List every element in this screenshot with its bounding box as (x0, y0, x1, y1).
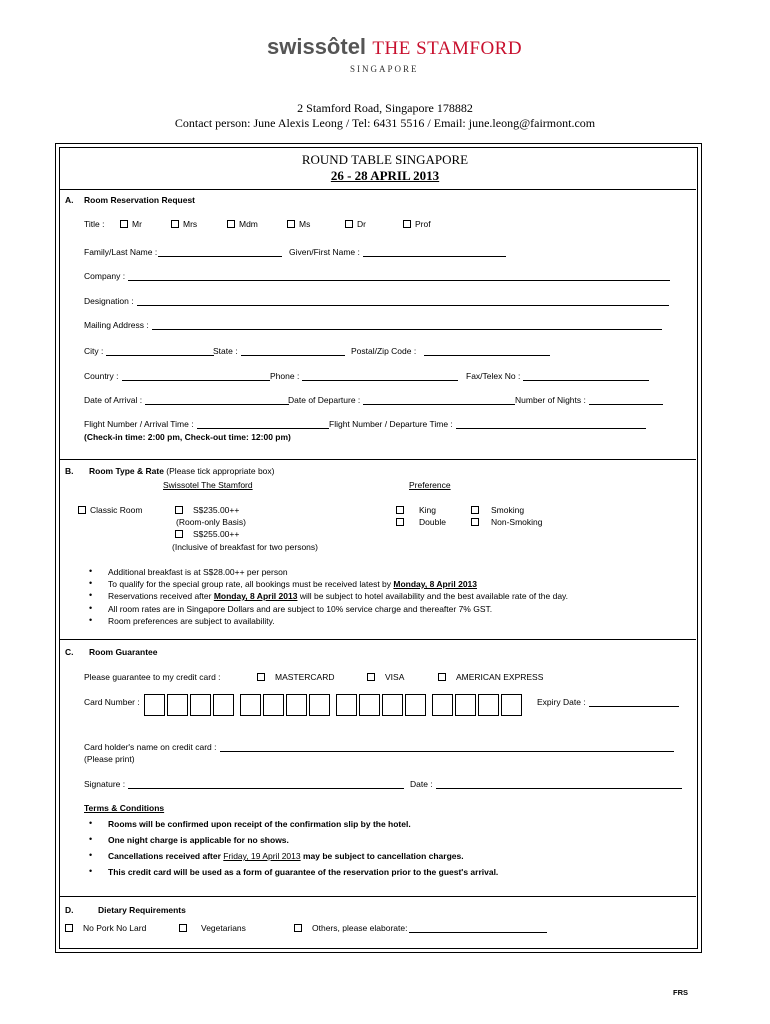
family-name-row (84, 247, 282, 257)
company-label: Company : (84, 271, 126, 281)
label-mrs: Mrs (183, 219, 198, 229)
section-d-title: Dietary Requirements (98, 905, 186, 915)
label-mdm: Mdm (239, 219, 258, 229)
note-after (108, 591, 568, 601)
rate2-option[interactable] (175, 529, 239, 539)
card-digit-cell[interactable] (455, 694, 476, 716)
expiry-label: Expiry Date : (537, 697, 586, 707)
fax-field[interactable] (523, 371, 649, 381)
non-smoking-label: Non-Smoking (491, 517, 543, 527)
checkbox-others[interactable] (294, 924, 302, 932)
vegetarian-label: Vegetarians (201, 923, 246, 933)
checkbox-prof[interactable] (403, 220, 411, 228)
given-name-row (289, 247, 506, 257)
divider-c (59, 639, 696, 640)
others-label: Others, please elaborate: (312, 923, 408, 933)
company-row (84, 271, 670, 281)
section-c-letter: C. (65, 647, 74, 657)
bullet-dot: • (89, 578, 93, 588)
checkbox-visa[interactable] (367, 673, 375, 681)
checkbox-mdm[interactable] (227, 220, 235, 228)
expiry-row (537, 697, 679, 707)
arrival-field[interactable] (145, 395, 289, 405)
title-mdm[interactable] (227, 219, 258, 229)
country-field[interactable] (122, 371, 270, 381)
label-ms: Ms (299, 219, 311, 229)
guarantee-label: Please guarantee to my credit card : (84, 672, 221, 682)
fax-label: Fax/Telex No : (466, 371, 521, 381)
flight-arr-field[interactable] (197, 419, 329, 429)
preference-heading: Preference (409, 480, 451, 490)
visa-option[interactable] (367, 672, 404, 682)
checkbox-rate1[interactable] (175, 506, 183, 514)
card-number-group-3[interactable] (336, 694, 428, 716)
checkbox-classic-room[interactable] (78, 506, 86, 514)
flight-arr-label: Flight Number / Arrival Time : (84, 419, 194, 429)
section-a-letter: A. (65, 195, 74, 205)
logo-swiss: swissôtel (267, 34, 367, 59)
non-smoking-option[interactable] (471, 517, 543, 527)
designation-label: Designation : (84, 296, 134, 306)
checkbox-vegetarian[interactable] (179, 924, 187, 932)
mailing-field[interactable] (152, 320, 662, 330)
others-field[interactable] (409, 923, 547, 933)
card-digit-cell[interactable] (359, 694, 380, 716)
state-row (213, 346, 345, 356)
bullet-dot: • (89, 866, 93, 876)
postal-label: Postal/Zip Code : (351, 346, 417, 356)
note-after-rest: will be subject to hotel availability and the best available rate of the day. (297, 591, 569, 601)
title-mr[interactable] (120, 219, 142, 229)
card-digit-cell[interactable] (213, 694, 234, 716)
designation-row (84, 296, 669, 306)
card-digit-cell[interactable] (263, 694, 284, 716)
city-row (84, 346, 214, 356)
card-number-group-2[interactable] (240, 694, 332, 716)
label-mr: Mr (132, 219, 142, 229)
expiry-field[interactable] (589, 697, 679, 707)
signature-label: Signature : (84, 779, 126, 789)
card-number-group-4[interactable] (432, 694, 524, 716)
diet-no-pork[interactable] (65, 923, 146, 933)
nights-label: Number of Nights : (515, 395, 586, 405)
checkbox-no-pork[interactable] (65, 924, 73, 932)
smoking-label: Smoking (491, 505, 525, 515)
checkbox-non-smoking[interactable] (471, 518, 479, 526)
postal-field[interactable] (424, 346, 550, 356)
bullet-dot: • (89, 850, 93, 860)
departure-field[interactable] (363, 395, 515, 405)
city-field[interactable] (106, 346, 214, 356)
section-b-title-bold: Room Type & Rate (89, 466, 164, 476)
state-field[interactable] (241, 346, 345, 356)
date-field[interactable] (436, 779, 682, 789)
note-deadline-date: Monday, 8 April 2013 (393, 579, 478, 589)
checkbox-ms[interactable] (287, 220, 295, 228)
checkbox-mrs[interactable] (171, 220, 179, 228)
term-guarantee: This credit card will be used as a form of guarantee of the reservation prior to the guest's arrival. (108, 867, 499, 877)
checkbox-double[interactable] (396, 518, 404, 526)
term-cancellation-text: Cancellations received after (108, 851, 224, 861)
card-digit-cell[interactable] (405, 694, 426, 716)
title-mrs[interactable] (171, 219, 197, 229)
designation-field[interactable] (137, 296, 669, 306)
bullet-dot: • (89, 818, 93, 828)
card-digit-cell[interactable] (286, 694, 307, 716)
section-b-title (89, 466, 275, 476)
family-name-field[interactable] (158, 247, 282, 257)
card-digit-cell[interactable] (336, 694, 357, 716)
amex-option[interactable] (438, 672, 543, 682)
hotel-name: Swissotel The Stamford (163, 480, 253, 490)
note-deadline-text: To qualify for the special group rate, all bookings must be received latest by (108, 579, 394, 589)
terms-title: Terms & Conditions (84, 803, 165, 813)
card-number-group-1[interactable] (144, 694, 236, 716)
checkbox-smoking[interactable] (471, 506, 479, 514)
section-d-letter: D. (65, 905, 74, 915)
card-digit-cell[interactable] (309, 694, 330, 716)
rate1-option[interactable] (175, 505, 239, 515)
double-label: Double (419, 517, 446, 527)
state-label: State : (213, 346, 238, 356)
family-name-label: Family/Last Name : (84, 247, 158, 257)
section-b-letter: B. (65, 466, 74, 476)
flight-arr-row (84, 419, 329, 429)
signature-row (84, 779, 404, 789)
mastercard-label: MASTERCARD (275, 672, 335, 682)
title-dr[interactable] (345, 219, 366, 229)
holder-row (84, 742, 674, 752)
flight-dep-field[interactable] (456, 419, 646, 429)
note-deadline (108, 579, 477, 589)
company-field[interactable] (128, 271, 670, 281)
card-digit-cell[interactable] (240, 694, 261, 716)
title-label: Title : (84, 219, 105, 229)
bullet-dot: • (89, 590, 93, 600)
term-confirmation: Rooms will be confirmed upon receipt of the confirmation slip by the hotel. (108, 819, 411, 829)
title-prof[interactable] (403, 219, 431, 229)
card-number-label: Card Number : (84, 697, 140, 707)
checkbox-amex[interactable] (438, 673, 446, 681)
departure-row (288, 395, 515, 405)
label-dr: Dr (357, 219, 366, 229)
divider-b (59, 459, 696, 460)
fax-row (466, 371, 649, 381)
mailing-label: Mailing Address : (84, 320, 149, 330)
footer-code: FRS (673, 988, 688, 997)
divider-d (59, 896, 696, 897)
holder-field[interactable] (220, 742, 674, 752)
holder-label: Card holder's name on credit card : (84, 742, 217, 752)
note-preferences: Room preferences are subject to availability. (108, 616, 275, 626)
phone-field[interactable] (302, 371, 458, 381)
divider-a (59, 189, 696, 190)
mailing-row (84, 320, 662, 330)
hotel-address: 2 Stamford Road, Singapore 178882 (297, 101, 473, 115)
phone-label: Phone : (270, 371, 300, 381)
card-digit-cell[interactable] (501, 694, 522, 716)
card-digit-cell[interactable] (167, 694, 188, 716)
card-digit-cell[interactable] (432, 694, 453, 716)
checkbox-king[interactable] (396, 506, 404, 514)
section-a-title: Room Reservation Request (84, 195, 195, 205)
note-currency: All room rates are in Singapore Dollars and are subject to 10% service charge and thereafter 7% GST. (108, 604, 493, 614)
note-breakfast: Additional breakfast is at S$28.00++ per person (108, 567, 288, 577)
king-label: King (419, 505, 437, 515)
classic-room-label: Classic Room (90, 505, 143, 515)
logo-city: SINGAPORE (350, 64, 419, 74)
country-label: Country : (84, 371, 119, 381)
departure-label: Date of Departure : (288, 395, 361, 405)
diet-vegetarian[interactable] (179, 923, 246, 933)
label-prof: Prof (415, 219, 431, 229)
bullet-dot: • (89, 615, 93, 625)
contact-line: Contact person: June Alexis Leong / Tel: 6431 5516 / Email: june.leong@fairmont.com (174, 116, 596, 130)
please-print: (Please print) (84, 754, 135, 764)
card-digit-cell[interactable] (190, 694, 211, 716)
double-option[interactable] (396, 517, 446, 527)
rate1-note: (Room-only Basis) (176, 517, 246, 527)
phone-row (270, 371, 458, 381)
amex-label: AMERICAN EXPRESS (456, 672, 544, 682)
checkbox-mr[interactable] (120, 220, 128, 228)
note-after-text: Reservations received after (108, 591, 214, 601)
term-cancellation-date: Friday, 19 April 2013 (223, 851, 301, 861)
given-name-label: Given/First Name : (289, 247, 360, 257)
classic-room-option[interactable] (78, 505, 142, 515)
king-option[interactable] (396, 505, 436, 515)
checkbox-mastercard[interactable] (257, 673, 265, 681)
card-digit-cell[interactable] (144, 694, 165, 716)
checkbox-rate2[interactable] (175, 530, 183, 538)
form-dates: 26 - 28 APRIL 2013 (330, 168, 440, 183)
no-pork-label: No Pork No Lard (83, 923, 147, 933)
rate1-label: S$235.00++ (193, 505, 240, 515)
visa-label: VISA (385, 672, 405, 682)
date-label: Date : (410, 779, 433, 789)
arrival-row (84, 395, 289, 405)
nights-row (515, 395, 663, 405)
rate2-note: (Inclusive of breakfast for two persons) (172, 542, 318, 552)
term-cancellation-rest: may be subject to cancellation charges. (300, 851, 464, 861)
note-after-date: Monday, 8 April 2013 (213, 591, 298, 601)
mastercard-option[interactable] (257, 672, 335, 682)
date-row (410, 779, 682, 789)
postal-row (351, 346, 550, 356)
country-row (84, 371, 270, 381)
term-cancellation (108, 851, 464, 861)
title-ms[interactable] (287, 219, 310, 229)
checkbox-dr[interactable] (345, 220, 353, 228)
diet-others[interactable] (294, 923, 547, 933)
nights-field[interactable] (589, 395, 663, 405)
rate2-label: S$255.00++ (193, 529, 240, 539)
smoking-option[interactable] (471, 505, 524, 515)
bullet-dot: • (89, 834, 93, 844)
section-b-title-note: (Please tick appropriate box) (163, 466, 275, 476)
logo-stamford: THE STAMFORD (372, 38, 523, 59)
bullet-dot: • (89, 603, 93, 613)
arrival-label: Date of Arrival : (84, 395, 143, 405)
bullet-dot: • (89, 566, 93, 576)
section-c-title: Room Guarantee (89, 647, 158, 657)
check-times: (Check-in time: 2:00 pm, Check-out time: 12:00 pm) (84, 432, 291, 442)
city-label: City : (84, 346, 104, 356)
flight-dep-row (329, 419, 646, 429)
signature-field[interactable] (128, 779, 404, 789)
card-digit-cell[interactable] (382, 694, 403, 716)
card-digit-cell[interactable] (478, 694, 499, 716)
given-name-field[interactable] (363, 247, 506, 257)
form-title: ROUND TABLE SINGAPORE (301, 152, 469, 167)
term-no-show: One night charge is applicable for no shows. (108, 835, 289, 845)
flight-dep-label: Flight Number / Departure Time : (329, 419, 453, 429)
